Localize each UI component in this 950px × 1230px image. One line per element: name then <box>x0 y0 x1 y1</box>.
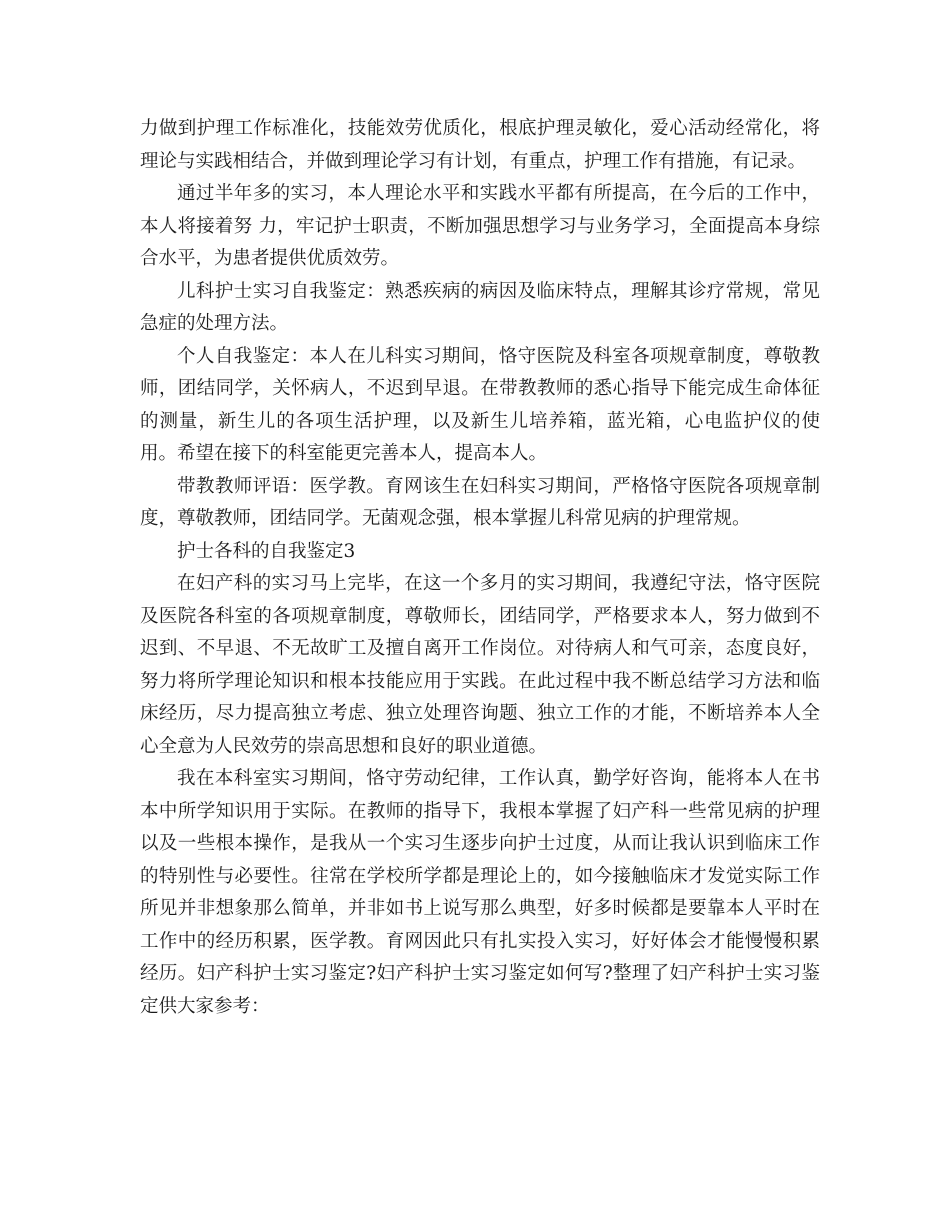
paragraph-7: 我在本科室实习期间，恪守劳动纪律，工作认真，勤学好咨询，能将本人在书本中所学知识用于实际。在教师的指导下，我根本掌握了妇产科一些常见病的护理以及一些根本操作，是我从一个实习生逐步向护士过度，从而让我认识到临床工作的特别性与必要性。往常在学校所学都是理论上的，如今接触临床才发觉实际工作所见并非想象那么简单，并非如书上说写那么典型，好多时候都是要靠本人平时在工作中的经历积累，医学教。育网因此只有扎实投入实习，好好体会才能慢慢积累经历。妇产科护士实习鉴定?妇产科护士实习鉴定如何写?整理了妇产科护士实习鉴定供大家参考： <box>140 768 820 1017</box>
paragraph-6: 在妇产科的实习马上完毕，在这一个多月的实习期间，我遵纪守法，恪守医院及医院各科室的各项规章制度，尊敬师长，团结同学，严格要求本人，努力做到不迟到、不早退、不无故旷工及擅自离开工作岗位。对待病人和气可亲，态度良好，努力将所学理论知识和根本技能应用于实践。在此过程中我不断总结学习方法和临床经历，尽力提高独立考虑、独立处理咨询题、独立工作的才能，不断培养本人全心全意为人民效劳的崇高思想和良好的职业道德。 <box>140 573 820 757</box>
paragraph-4: 个人自我鉴定：本人在儿科实习期间，恪守医院及科室各项规章制度，尊敬教师，团结同学，关怀病人，不迟到早退。在带教教师的悉心指导下能完成生命体征的测量，新生儿的各项生活护理，以及新生儿培养箱，蓝光箱，心电监护仪的使用。希望在接下的科室能更完善本人，提高本人。 <box>140 345 820 464</box>
section-heading: 护士各科的自我鉴定3 <box>177 540 356 562</box>
document-body <box>140 113 820 1023</box>
paragraph-5: 带教教师评语：医学教。育网该生在妇科实习期间，严格恪守医院各项规章制度，尊敬教师，团结同学。无菌观念强，根本掌握儿科常见病的护理常规。 <box>140 475 820 529</box>
paragraph-1: 力做到护理工作标准化，技能效劳优质化，根底护理灵敏化，爱心活动经常化，将理论与实践相结合，并做到理论学习有计划，有重点，护理工作有措施，有记录。 <box>140 118 820 172</box>
paragraph-3: 儿科护士实习自我鉴定：熟悉疾病的病因及临床特点，理解其诊疗常规，常见急症的处理方法。 <box>140 280 820 334</box>
paragraph-2: 通过半年多的实习，本人理论水平和实践水平都有所提高，在今后的工作中，本人将接着努 力，牢记护士职责，不断加强思想学习与业务学习，全面提高本身综合水平，为患者提供优质效劳。 <box>140 183 820 269</box>
